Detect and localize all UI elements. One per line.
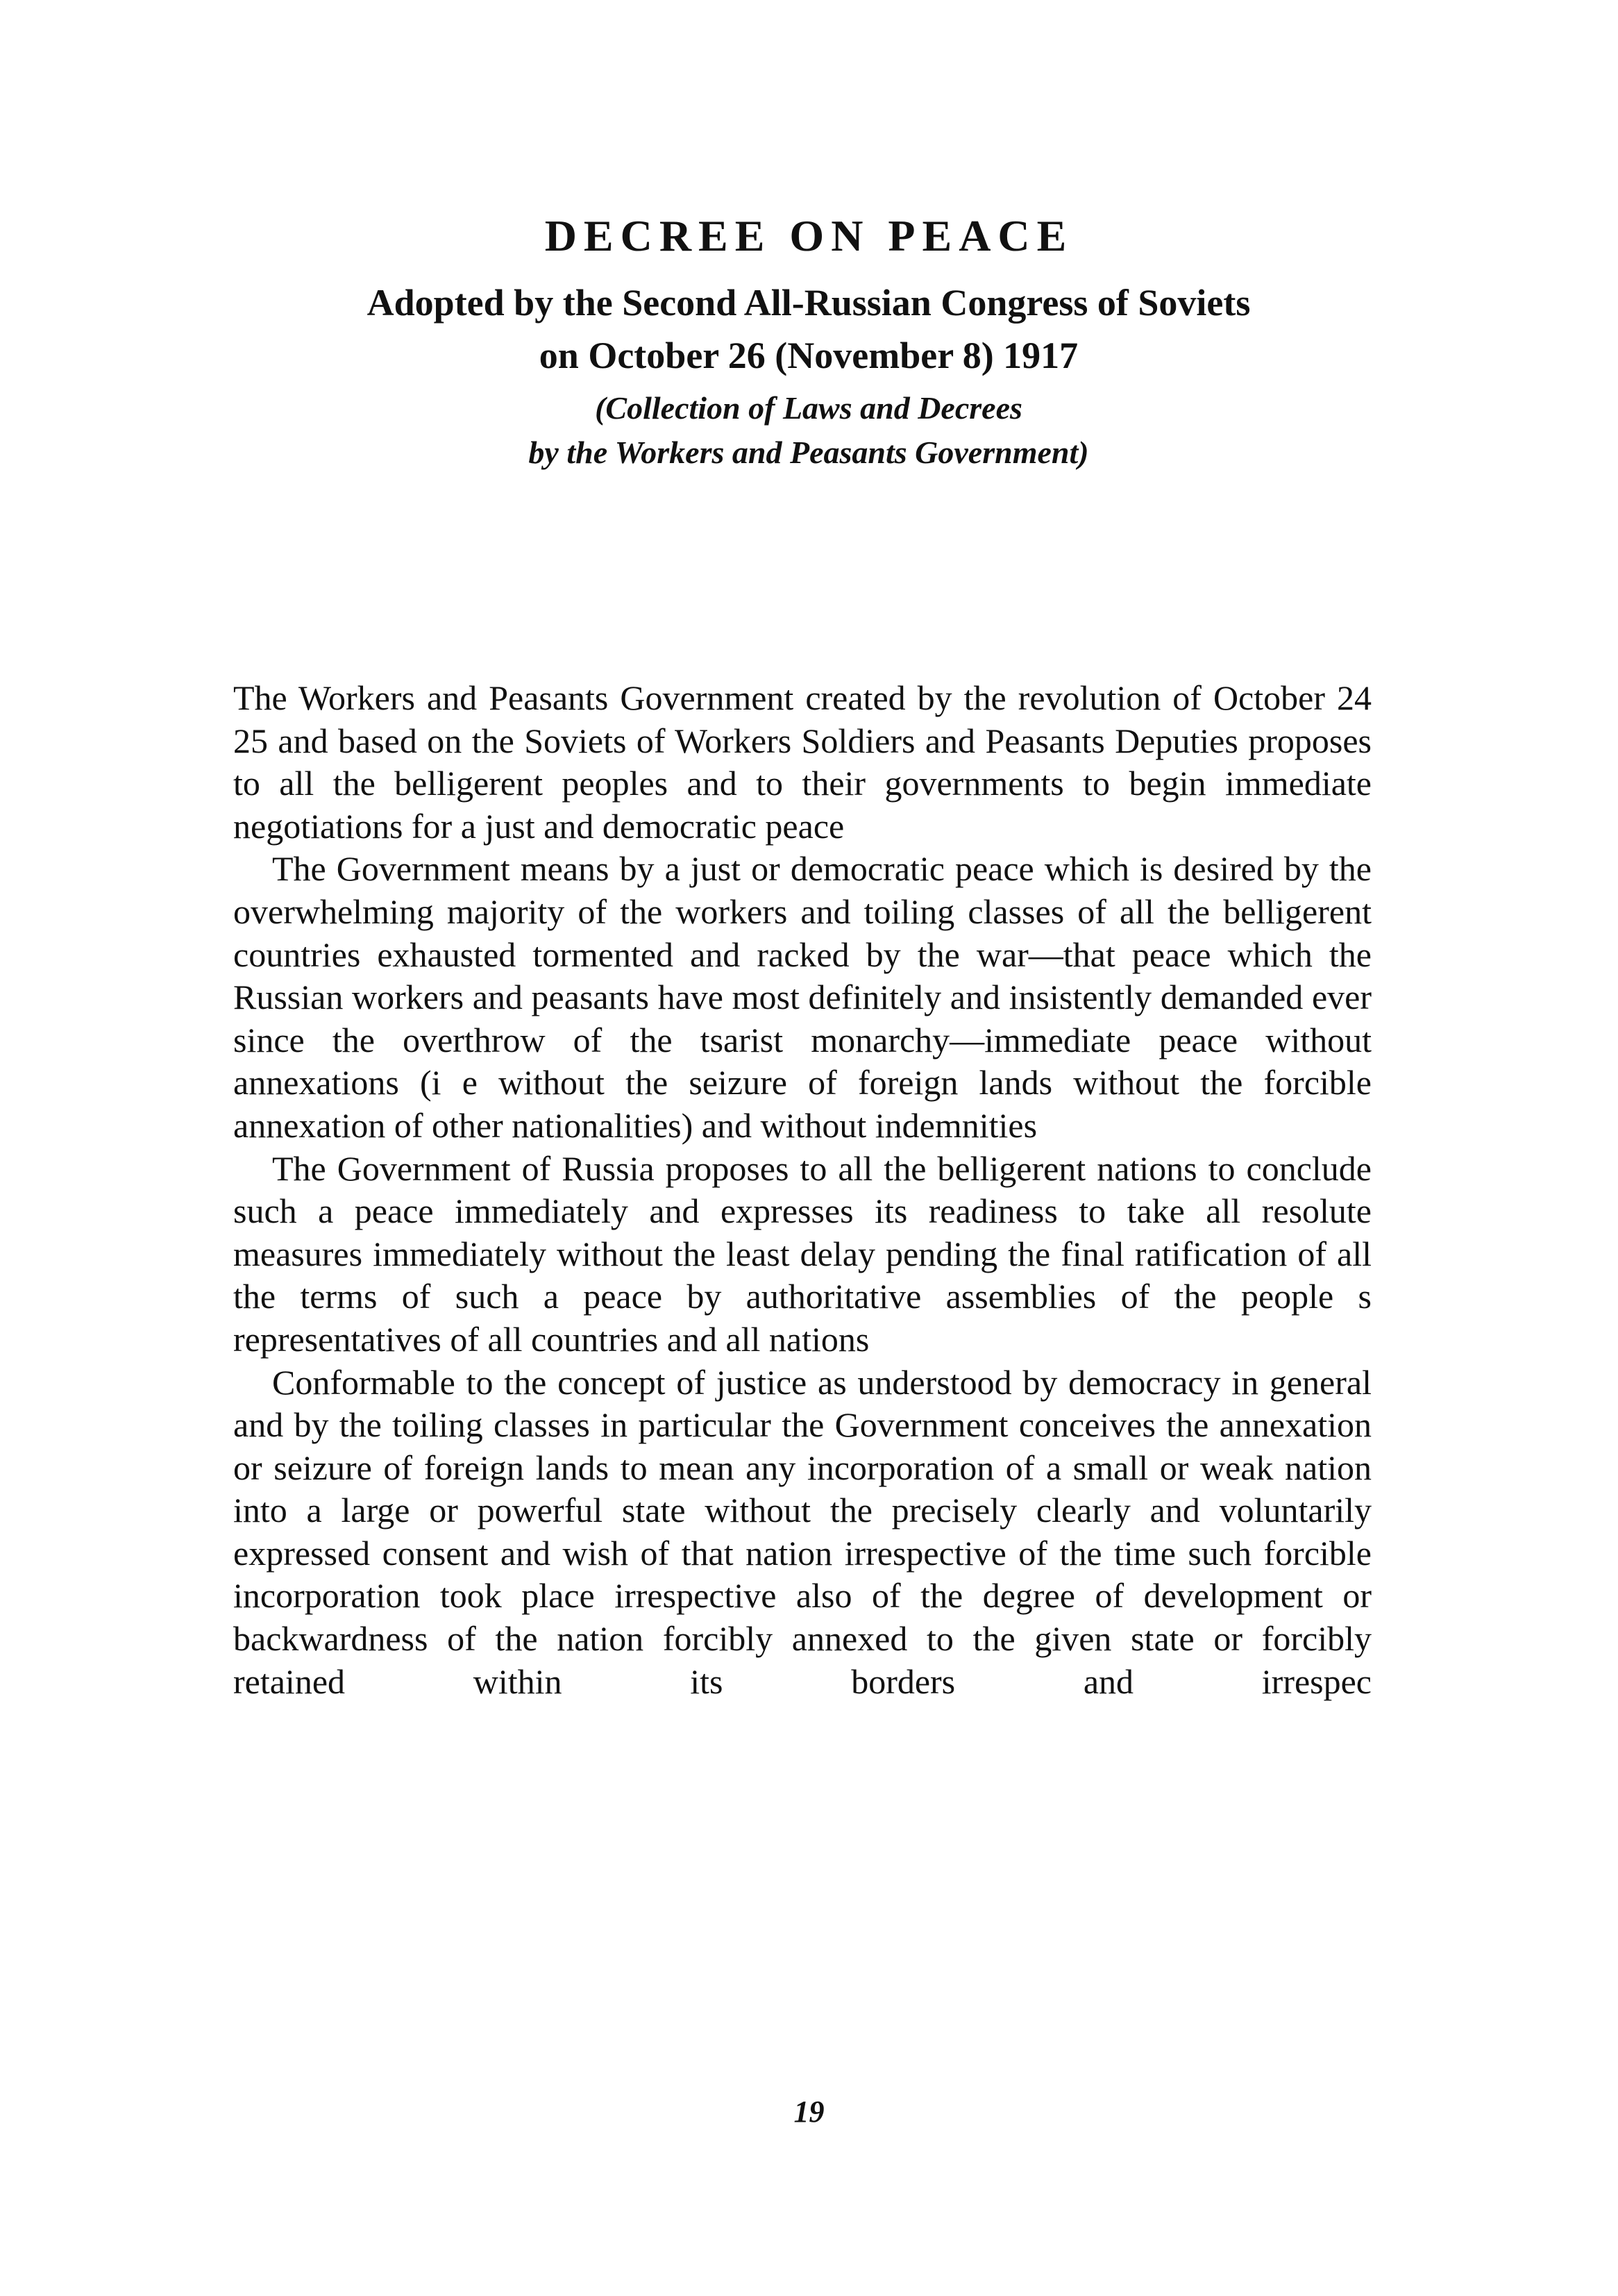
paragraph-1: The Workers and Peasants Government created by the revolution of October 24 25 and based on the Soviets of Workers Soldiers and Peasants Deputies proposes to all the belligerent peoples and to their governments to begin immediate negotiations for a just and democratic peace [233, 678, 1372, 846]
paragraph-3: The Government of Russia proposes to all the belligerent nations to conclude such a peace immediately and expresses its readiness to take all resolute measures immediately without the least delay pending the final ratification of all the terms of such a peace by authoritative assemblies of the people s representatives of all countries and all nations [233, 1148, 1372, 1359]
subtitle-line-2: on October 26 (November 8) 1917 [539, 335, 1079, 376]
paragraph-4: Conformable to the concept of justice as understood by democracy in general and by the toiling classes in particular the Government conceives the annexation or seizure of foreign lands to mean any incorporation of a small or weak nation into a large or powerful state without the precisely clearly and voluntarily expressed consent and wish of that nation irrespective of the time such forcible incorporation took place irrespective also of the degree of development or backwardness of the nation forcibly annexed to the given state or forcibly retained within its borders and irrespec [233, 1362, 1372, 1701]
source-line-2: by the Workers and Peasants Government) [528, 435, 1089, 470]
source-line-1: (Collection of Laws and Decrees [595, 390, 1022, 426]
paragraph-2: The Government means by a just or democratic peace which is desired by the overwhelming majority of the workers and toiling classes of all the belligerent countries exhausted tormented and racked by the war—that peace which the Russian workers and peasants have most definitely and insistently demanded ever since the overthrow of the tsarist monarchy—immediate peace without annexations (i e without the seizure of foreign lands without the forcible annexation of other nationalities) and without indemnities [233, 849, 1372, 1145]
page-number: 19 [793, 2095, 825, 2129]
decree-subtitle [229, 276, 1388, 382]
subtitle-line-1: Adopted by the Second All-Russian Congress of Soviets [366, 282, 1251, 324]
source-citation [229, 386, 1388, 475]
decree-body [233, 677, 1372, 1703]
page-title: DECREE ON PEACE [544, 211, 1074, 260]
